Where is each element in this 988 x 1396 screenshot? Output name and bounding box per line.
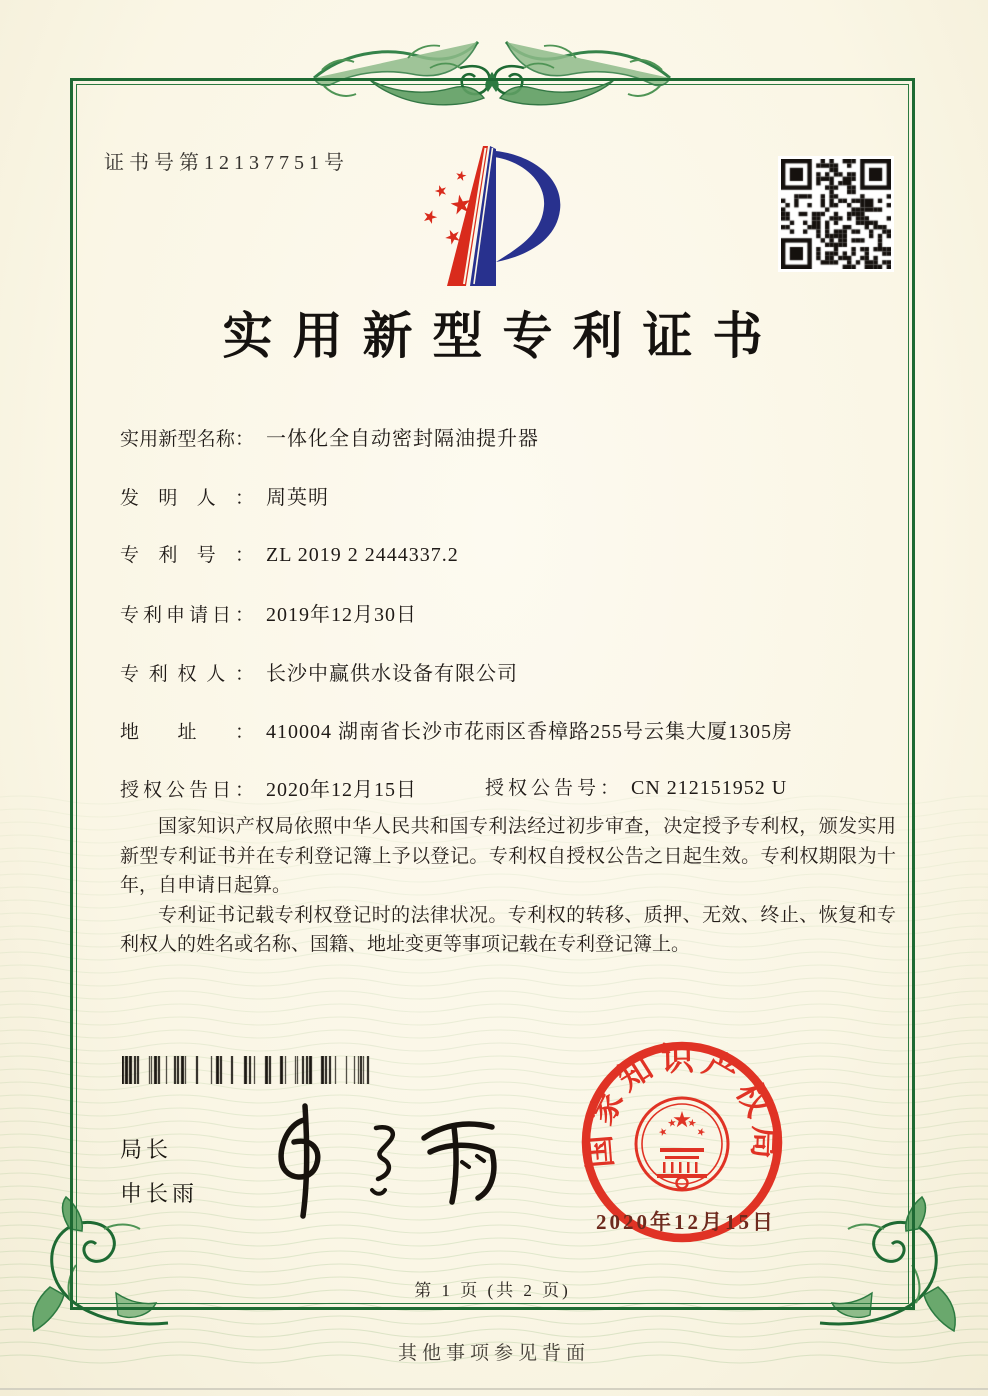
field-label: 地址： [120,722,254,743]
seal-date: 2020年12月15日 [596,1210,776,1234]
legal-paragraph-1: 国家知识产权局依照中华人民共和国专利法经过初步审查，决定授予专利权，颁发实用新型专利证书并在专利登记簿上予以登记。专利权自授权公告之日起生效。专利权期限为十年，自申请日起算。 [120,816,896,896]
field-value: 2019年12月30日 [266,604,417,626]
certificate-title: 实用新型专利证书 [222,308,783,364]
grant-publication-number [485,773,787,800]
barcode [122,1056,370,1084]
national-emblem-icon [636,1098,728,1190]
field-value: 410004 湖南省长沙市花雨区香樟路255号云集大厦1305房 [266,721,793,743]
field-row-patentee [120,657,900,687]
cnipa-logo-icon [410,138,570,290]
footer-note: 其他事项参见背面 [397,1343,590,1364]
commissioner-signature [248,1098,528,1228]
field-label: 授权公告日： [120,780,254,801]
field-row-inventor [120,481,900,511]
legal-text [120,812,896,960]
field-value: 周英明 [266,487,329,509]
commissioner-name: 申长雨 [120,1181,199,1206]
legal-paragraph-2: 专利证书记载专利权登记时的法律状况。专利权的转移、质押、无效、终止、恢复和专利权人的姓名或名称、国籍、地址变更等事项记载在专利登记簿上。 [120,904,896,955]
field-row-address [120,715,900,745]
field-label: 专利号： [120,545,254,566]
field-value: 一体化全自动密封隔油提升器 [266,428,539,450]
commissioner-block [120,1128,198,1216]
field-label: 实用新型名称： [120,429,254,450]
field-label: 专利申请日： [120,605,254,626]
field-row-grant-date [120,773,900,803]
page-number: 第 1 页 (共 2 页) [414,1281,571,1300]
field-row-patent-number [120,540,900,570]
field-value: CN 212151952 U [631,777,788,799]
certificate-number: 证书号第12137751号 [104,152,349,174]
field-label: 专利权人： [120,664,254,685]
page-edge-shadow [0,1388,988,1390]
field-value: 长沙中赢供水设备有限公司 [266,663,518,685]
field-row-utility-model-name [120,422,900,452]
commissioner-title: 局长 [120,1137,173,1162]
field-row-filing-date [120,598,900,628]
field-value: ZL 2019 2 2444337.2 [266,544,459,566]
field-label: 授权公告号： [485,778,619,799]
field-label: 发明人： [120,488,254,509]
qr-code [778,156,894,272]
field-value: 2020年12月15日 [266,779,417,801]
seal-text: 国家知识产权局 [580,1041,783,1170]
